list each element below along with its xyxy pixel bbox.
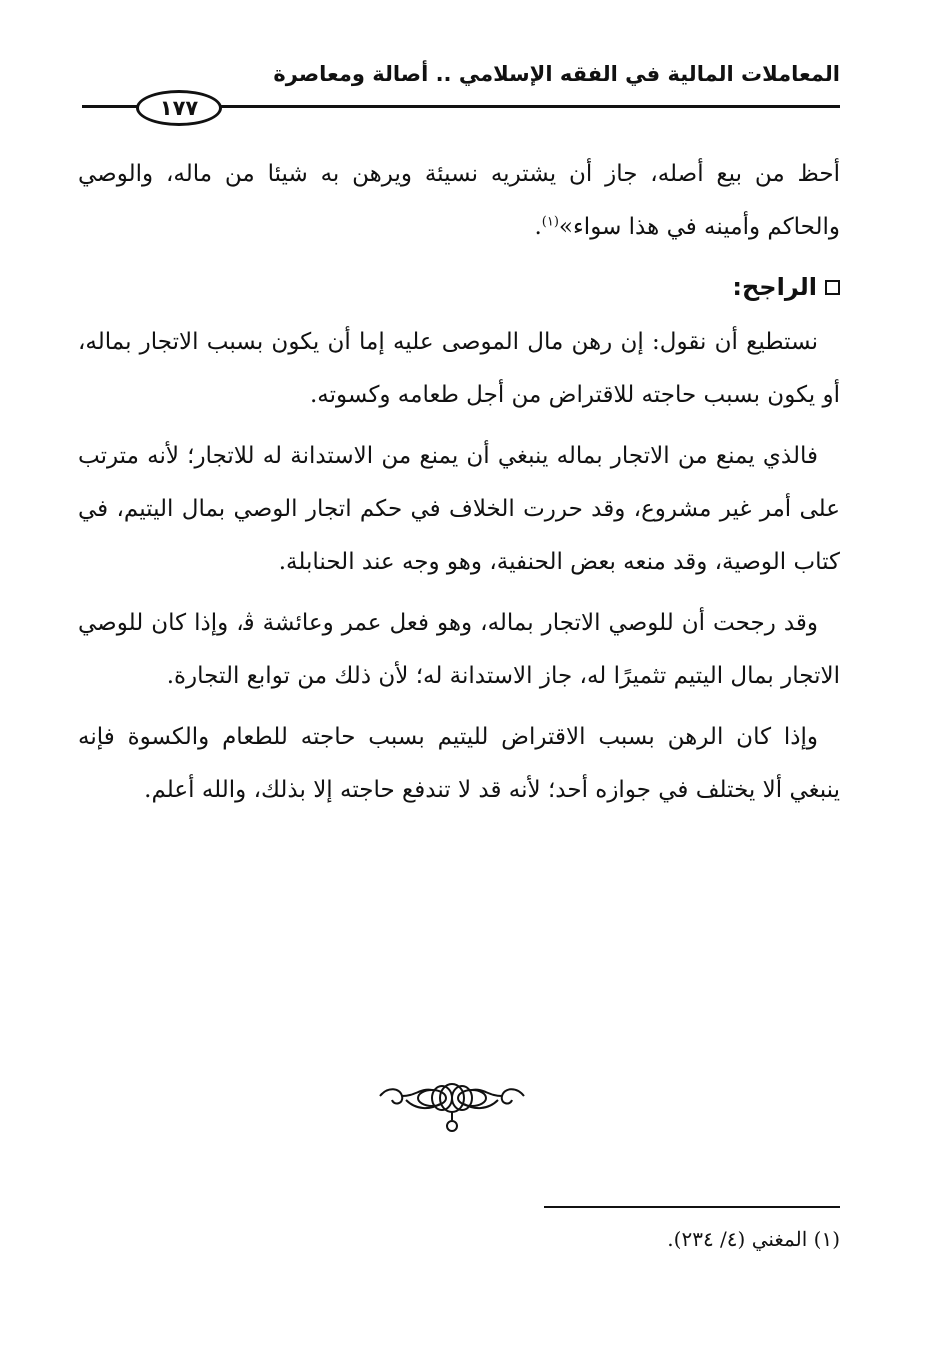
paragraph-end-punctuation: .	[534, 214, 542, 240]
page-number: ١٧٧	[136, 90, 222, 126]
section-heading-label: الراجح:	[732, 273, 817, 301]
paragraph: نستطيع أن نقول: إن رهن مال الموصى عليه إما أن يكون بسبب الاتجار بماله، أو يكون بسبب حاجته للاقتراض من أجل طعامه وكسوته.	[78, 329, 840, 408]
square-bullet-icon	[825, 280, 840, 295]
paragraph: وإذا كان الرهن بسبب الاقتراض لليتيم بسبب حاجته للطعام والكسوة فإنه ينبغي ألا يختلف في جوازه أحد؛ لأنه قد لا تندفع حاجته إلا بذلك، والله أعلم.	[78, 724, 840, 803]
paragraph-text: أحظ من بيع أصله، جاز أن يشتريه نسيئة ويرهن به شيئا من ماله، والوصي والحاكم وأمينه في هذا سواء»	[78, 161, 840, 240]
paragraph: فالذي يمنع من الاتجار بماله ينبغي أن يمنع من الاستدانة له للاتجار؛ لأنه مترتب على أمر غير مشروع، وقد حررت الخلاف في حكم اتجار الوصي بمال اليتيم، في كتاب الوصية، وقد منعه بعض الحنفية، وهو وجه عند الحنابلة.	[78, 443, 840, 575]
running-header-title: المعاملات المالية في الفقه الإسلامي .. أصالة ومعاصرة	[273, 62, 840, 86]
footnote: (١) المغني (٤/ ٢٣٤).	[667, 1227, 840, 1251]
paragraph	[78, 148, 840, 254]
decorative-ornament-icon	[376, 1076, 528, 1134]
section-heading	[78, 262, 840, 312]
footnote-reference: (١)	[541, 214, 559, 230]
footnote-separator	[544, 1206, 840, 1208]
main-text	[78, 148, 840, 825]
paragraph: وقد رجحت أن للوصي الاتجار بماله، وهو فعل عمر وعائشة ﭬ، وإذا كان للوصي الاتجار بمال اليتيم تثميرًا له، جاز الاستدانة له؛ لأن ذلك من توابع التجارة.	[78, 610, 840, 689]
